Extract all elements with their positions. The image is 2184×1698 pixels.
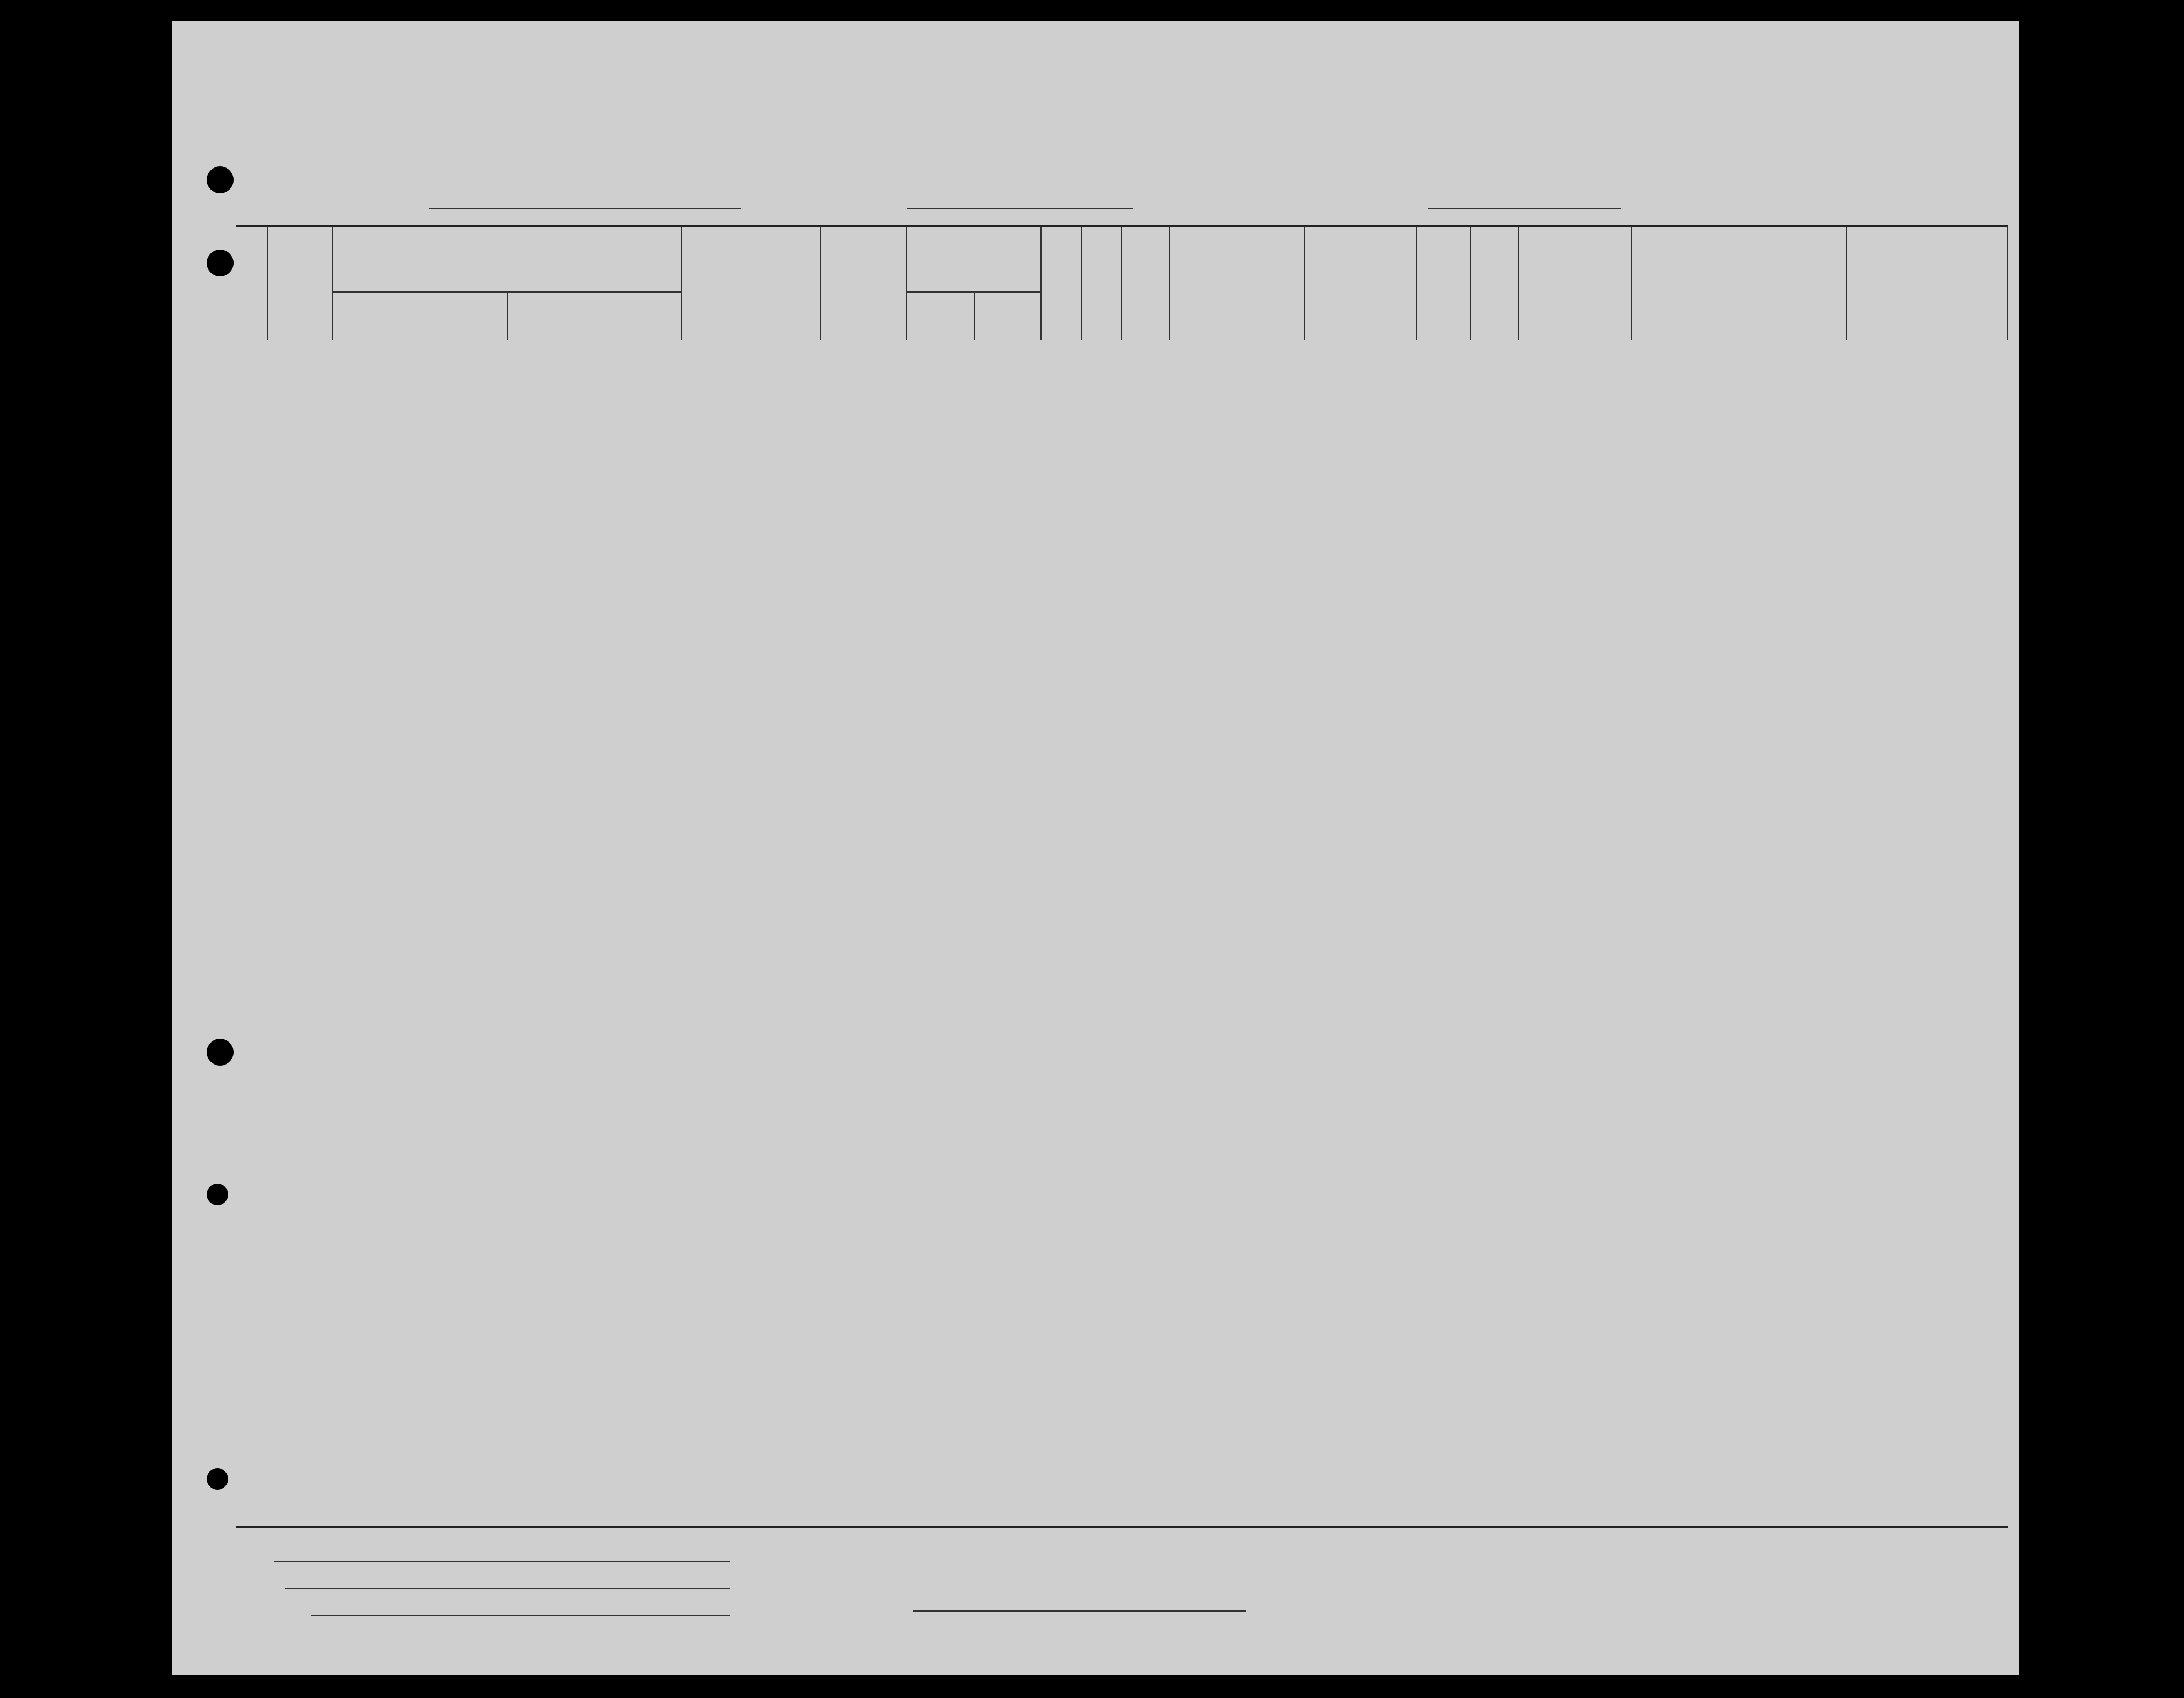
column-header — [1042, 227, 1082, 340]
owners-rule — [285, 1588, 730, 1589]
vessel-line — [279, 177, 1986, 215]
column-header — [1170, 227, 1305, 340]
column-header — [821, 227, 907, 340]
column-header — [907, 227, 1042, 340]
column-header — [1632, 227, 1847, 340]
arriving-underline — [1428, 208, 1621, 209]
column-header — [1305, 227, 1417, 340]
column-subdivider — [974, 291, 975, 340]
line-rule — [274, 1561, 730, 1562]
punch-hole — [207, 1184, 228, 1205]
port-underline — [907, 208, 1133, 209]
agents-rule — [311, 1615, 730, 1616]
column-header — [1847, 227, 2008, 340]
punch-hole — [207, 1039, 234, 1066]
column-header — [268, 227, 333, 340]
column-header — [1122, 227, 1170, 340]
column-header — [1417, 227, 1471, 340]
inspector-rule — [913, 1610, 1246, 1612]
punch-hole — [207, 1468, 228, 1490]
column-header — [333, 227, 682, 340]
manifest-sheet — [172, 21, 2019, 1675]
column-subdivider — [507, 291, 508, 340]
vessel-underline — [429, 208, 741, 209]
punch-hole — [207, 250, 234, 276]
crew-table — [236, 225, 2008, 1528]
column-header — [682, 227, 821, 340]
punch-hole — [207, 166, 234, 193]
column-header — [1471, 227, 1519, 340]
column-header — [1519, 227, 1632, 340]
column-header — [1082, 227, 1122, 340]
column-header — [236, 227, 268, 340]
